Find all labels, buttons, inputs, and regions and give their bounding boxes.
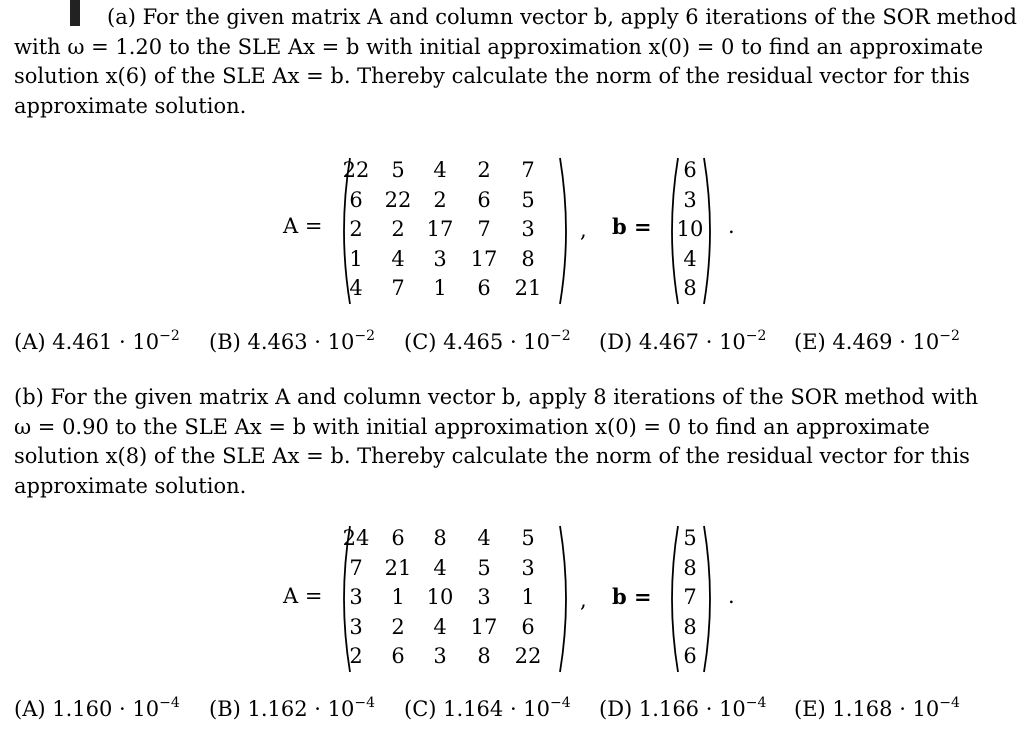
part-b-choice-A[interactable]: (A) $1.160 \cdot 10^{-4}$ <box>14 695 180 721</box>
part-b-vector-cell: 6 <box>683 644 697 668</box>
part-a-matrix-cell: 2 <box>433 187 447 212</box>
part-a-comma: , <box>580 218 587 242</box>
part-a-matrix-cell: 3 <box>521 217 535 241</box>
part-a-choice-D[interactable]: (D) $4.467 \cdot 10^{-2}$ <box>599 328 767 354</box>
part-a-matrix-cell: 17 <box>470 246 498 271</box>
part-b-matrix-cell: 4 <box>433 614 447 639</box>
part-b-choice-B[interactable]: (B) $1.162 \cdot 10^{-4}$ <box>209 695 376 721</box>
part-a-choice-E[interactable]: (E) $4.469 \cdot 10^{-2}$ <box>794 328 960 354</box>
part-b-matrix-cell: 24 <box>342 526 370 550</box>
part-b-matrix-cell: 3 <box>477 585 491 609</box>
part-a-matrix-cell: 6 <box>477 187 491 212</box>
part-b-choices <box>14 697 1004 727</box>
part-b-vector-cell: 5 <box>683 526 697 550</box>
part-a-vector-cell: 6 <box>683 158 697 182</box>
part-b-matrix-cell: 6 <box>391 644 405 668</box>
part-b-comma: , <box>580 588 587 612</box>
part-a-matrix-cell: 7 <box>391 276 405 300</box>
part-a-line-3: solution x(6) of the SLE Ax = b. Thereby calculate the norm of the residual vector for this <box>14 64 970 88</box>
part-a-b-label: b = <box>612 214 652 239</box>
part-a-matrix-cell: 5 <box>521 187 535 212</box>
part-a-A-right-paren <box>558 156 574 306</box>
part-b-vector-cell: 8 <box>683 614 697 639</box>
part-b-equation <box>0 520 1024 680</box>
part-a-matrix-cell: 2 <box>477 158 491 182</box>
part-b-b-label: b = <box>612 584 652 609</box>
part-b-matrix-cell: 3 <box>521 555 535 580</box>
part-a-matrix-A <box>342 156 572 306</box>
part-b-matrix-cell: 1 <box>521 585 535 609</box>
part-a-matrix-cell: 2 <box>349 217 363 241</box>
part-b-matrix-cell: 2 <box>391 614 405 639</box>
part-a-vector-cell: 4 <box>683 246 697 271</box>
part-a-vector-cell: 8 <box>683 276 697 300</box>
part-b-matrix-cell: 3 <box>349 585 363 609</box>
part-a-matrix-cell: 22 <box>384 187 412 212</box>
part-a-choice-B[interactable]: (B) $4.463 \cdot 10^{-2}$ <box>209 328 376 354</box>
part-a-matrix-cell: 4 <box>349 276 363 300</box>
part-a-matrix-cell: 7 <box>521 158 535 182</box>
part-a-A-label: A = <box>283 214 323 238</box>
part-b-vector-cell: 8 <box>683 555 697 580</box>
part-a-matrix-cell: 6 <box>477 276 491 300</box>
part-b-b-right-paren <box>702 524 718 674</box>
part-a-b-right-paren <box>702 156 718 306</box>
part-a-matrix-cell: 2 <box>391 217 405 241</box>
part-b-choice-D[interactable]: (D) $1.166 \cdot 10^{-4}$ <box>599 695 767 721</box>
part-a-matrix-cell: 17 <box>426 217 454 241</box>
part-b-line-4: approximate solution. <box>14 473 247 498</box>
part-b-matrix-cell: 8 <box>433 526 447 550</box>
part-a-vector-cell: 10 <box>676 217 704 241</box>
part-b-matrix-cell: 3 <box>349 614 363 639</box>
part-a-matrix-cell: 4 <box>433 158 447 182</box>
part-b-matrix-cell: 5 <box>521 526 535 550</box>
part-b-choice-C[interactable]: (C) $1.164 \cdot 10^{-4}$ <box>404 695 571 721</box>
part-b-matrix-cell: 21 <box>384 555 412 580</box>
part-a-matrix-cell: 3 <box>433 246 447 271</box>
part-a-matrix-cell: 4 <box>391 246 405 271</box>
part-a-equation <box>0 150 1024 310</box>
part-b-A-right-paren <box>558 524 574 674</box>
part-b-line-2: ω = 0.90 to the SLE Ax = b with initial approximation x(0) = 0 to find an approximate <box>14 414 930 439</box>
part-b-matrix-cell: 17 <box>470 614 498 639</box>
part-b-matrix-cell: 6 <box>521 614 535 639</box>
part-b-period: . <box>728 584 735 608</box>
part-b-matrix-cell: 4 <box>477 526 491 550</box>
part-b-line-3: solution x(8) of the SLE Ax = b. Thereby calculate the norm of the residual vector for this <box>14 444 970 468</box>
part-b-choice-E[interactable]: (E) $1.168 \cdot 10^{-4}$ <box>794 695 960 721</box>
part-b-matrix-A <box>342 524 572 674</box>
part-b-vector-cell: 7 <box>683 585 697 609</box>
part-a-matrix-cell: 6 <box>349 187 363 212</box>
part-a-matrix-cell: 1 <box>349 246 363 271</box>
part-b-line-1: (b) For the given matrix A and column vector b, apply 8 iterations of the SOR method with <box>14 385 979 409</box>
part-a-matrix-cell: 5 <box>391 158 405 182</box>
part-b-matrix-cell: 6 <box>391 526 405 550</box>
part-b-matrix-cell: 3 <box>433 644 447 668</box>
part-a-line-4: approximate solution. <box>14 93 247 118</box>
part-b-matrix-cell: 2 <box>349 644 363 668</box>
part-a-choice-C[interactable]: (C) $4.465 \cdot 10^{-2}$ <box>404 328 571 354</box>
part-a-vector-cell: 3 <box>683 187 697 212</box>
part-b-matrix-cell: 7 <box>349 555 363 580</box>
part-b-matrix-cell: 4 <box>433 555 447 580</box>
part-a-matrix-cell: 21 <box>514 276 542 300</box>
part-b-A-label: A = <box>283 584 323 608</box>
part-b-question <box>14 383 999 501</box>
part-b-matrix-cell: 1 <box>391 585 405 609</box>
part-a-choice-A[interactable]: (A) $4.461 \cdot 10^{-2}$ <box>14 328 180 354</box>
part-a-matrix-cell: 22 <box>342 158 370 182</box>
part-a-matrix-cell: 1 <box>433 276 447 300</box>
part-b-matrix-cell: 22 <box>514 644 542 668</box>
part-b-matrix-cell: 5 <box>477 555 491 580</box>
part-a-period: . <box>728 214 735 238</box>
part-a-matrix-cell: 8 <box>521 246 535 271</box>
part-b-matrix-cell: 10 <box>426 585 454 609</box>
part-a-matrix-cell: 7 <box>477 217 491 241</box>
part-a-choices <box>14 330 1004 360</box>
part-a-question <box>14 3 1017 121</box>
part-a-line-2: with ω = 1.20 to the SLE Ax = b with initial approximation x(0) = 0 to find an approximate <box>14 34 984 59</box>
part-b-matrix-cell: 8 <box>477 644 491 668</box>
part-a-line-1: (a) For the given matrix A and column vector b, apply 6 iterations of the SOR method <box>107 5 1017 29</box>
